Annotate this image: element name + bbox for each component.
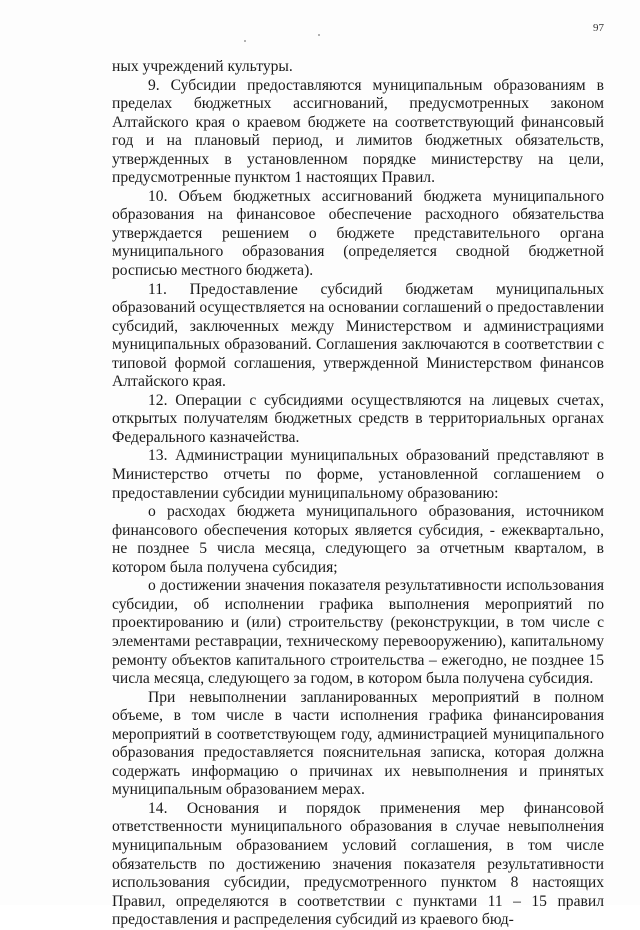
paragraph-13: 13. Администрации муниципальных образований представляют в Министерство отчеты по форме, установленной соглашением о предоставлении субсидии муниципальному образованию: [112, 447, 604, 502]
paragraph-14: 14. Основания и порядок применения мер финансовой ответственности муниципального образования в случае невыполнения муниципальным образованием условий соглашения, в том числе обязательств по достижению значения показателя результативности использования субсидии, предусмотренного пунктом 8 настоящих Правил, определяются в соответствии с пунктами 11 – 15 правил предоставления и распределения субсидий из краевого бюд- [112, 799, 604, 929]
paragraph-12: 12. Операции с субсидиями осуществляются на лицевых счетах, открытых получателям бюджетных средств в территориальных органах Федерального казначейства. [112, 391, 604, 446]
paragraph-13-item-expenses: о расходах бюджета муниципального образования, источником финансового обеспечения которых является субсидия, - ежеквартально, не позднее 5 числа месяца, следующего за отчетным кварталом, в котором была получена субсидия; [112, 503, 604, 576]
paragraph-11: 11. Предоставление субсидий бюджетам муниципальных образований осуществляется на основании соглашений о предоставлении субсидий, заключенных между Министерством и администрациями муниципальных образований. Соглашения заключаются в соответствии с типовой формой соглашения, утвержденной Министерством финансов Алтайского края. [112, 280, 604, 391]
paragraph-non-fulfillment: При невыполнении запланированных мероприятий в полном объеме, в том числе в части исполнения графика финансирования мероприятий в соответствующем году, администрацией муниципального образования предоставляется пояснительная записка, которая должна содержать информацию о причинах их невыполнения и принятых муниципальным образованием мерах. [112, 688, 604, 799]
page-number: 97 [593, 22, 604, 34]
paragraph-10: 10. Объем бюджетных ассигнований бюджета муниципального образования на финансовое обеспечение расходного обязательства утверждается решением о бюджете представительного органа муниципального образования (определяется сводной бюджетной росписью местного бюджета). [112, 187, 604, 280]
paragraph-9: 9. Субсидии предоставляются муниципальным образованиям в пределах бюджетных ассигнований, предусмотренных законом Алтайского края о краевом бюджете на соответствующий финансовый год и на плановый период, и лимитов бюджетных обязательств, утвержденных в установленном порядке министерству на цели, предусмотренные пунктом 1 настоящих Правил. [112, 76, 604, 187]
document-body [112, 58, 604, 930]
scan-artifact-dot [318, 34, 320, 36]
paragraph-continuation: ных учреждений культуры. [112, 58, 293, 75]
scan-artifact-dot [244, 40, 246, 42]
paragraph-13-item-results: о достижении значения показателя результативности использования субсидии, об исполнении графика выполнения мероприятий по проектированию и (или) строительству (реконструкции, в том числе с элементами реставрации, техническому перевооружению), капитальному ремонту объектов капитального строительства – ежегодно, не позднее 15 числа месяца, следующего за годом, в котором была получена субсидия. [112, 577, 604, 688]
